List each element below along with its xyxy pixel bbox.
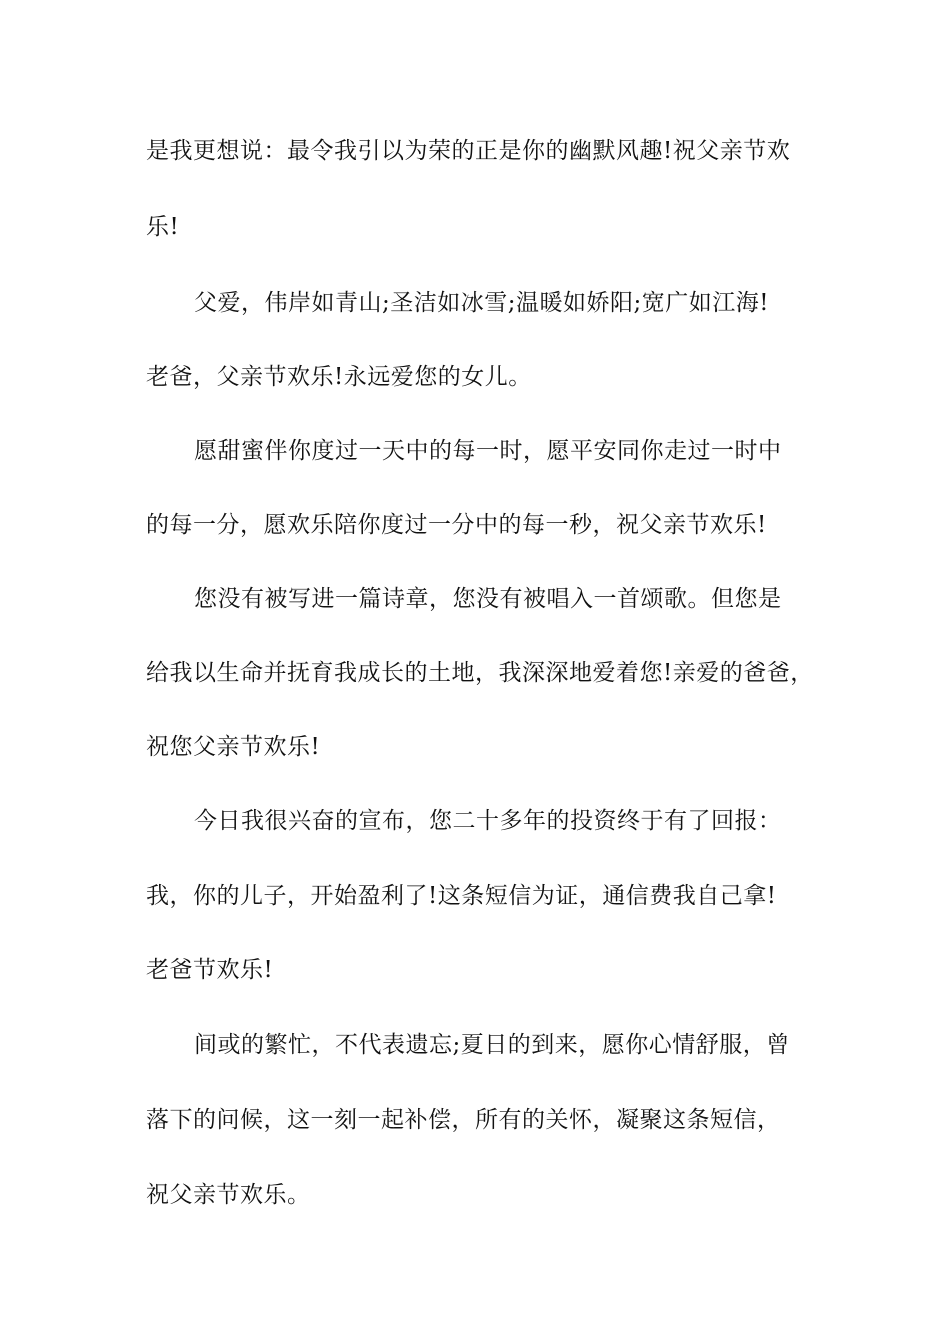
text-line-12: 老爸节欢乐! bbox=[146, 957, 274, 983]
text-line-6: 的每一分，愿欢乐陪你度过一分中的每一秒，祝父亲节欢乐! bbox=[146, 512, 767, 538]
text-line-2: 乐! bbox=[146, 214, 180, 240]
text-line-8: 给我以生命并抚育我成长的土地，我深深地爱着您!亲爱的爸爸， bbox=[146, 660, 814, 686]
text-line-1: 是我更想说：最令我引以为荣的正是你的幽默风趣!祝父亲节欢 bbox=[146, 138, 791, 164]
text-line-4: 老爸，父亲节欢乐!永远爱您的女儿。 bbox=[146, 364, 532, 390]
text-line-14: 落下的问候，这一刻一起补偿，所有的关怀，凝聚这条短信， bbox=[146, 1107, 781, 1133]
text-line-11: 我，你的儿子，开始盈利了!这条短信为证，通信费我自己拿! bbox=[146, 883, 777, 909]
text-line-15: 祝父亲节欢乐。 bbox=[146, 1182, 311, 1208]
text-line-9: 祝您父亲节欢乐! bbox=[146, 734, 321, 760]
text-line-7: 您没有被写进一篇诗章，您没有被唱入一首颂歌。但您是 bbox=[194, 586, 782, 612]
text-line-10: 今日我很兴奋的宣布，您二十多年的投资终于有了回报： bbox=[194, 808, 782, 834]
text-line-13: 间或的繁忙，不代表遗忘;夏日的到来，愿你心情舒服，曾 bbox=[194, 1032, 790, 1058]
text-line-5: 愿甜蜜伴你度过一天中的每一时，愿平安同你走过一时中 bbox=[194, 438, 782, 464]
text-line-3: 父爱，伟岸如青山;圣洁如冰雪;温暖如娇阳;宽广如江海! bbox=[194, 290, 769, 316]
